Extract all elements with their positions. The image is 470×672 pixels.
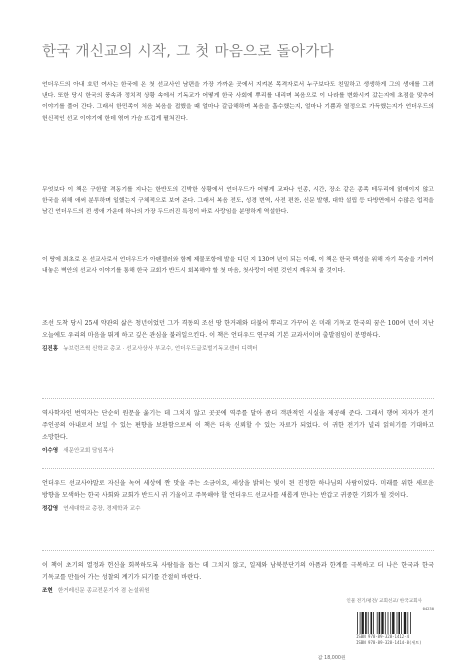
recommendation	[42, 478, 434, 512]
intro-paragraph: 무엇보다 이 책은 구한말 격동기를 지나는 한반도의 긴박한 상황에서 언더우드가 어떻게 교파나 인종, 시간, 장소 같은 종족 테두리에 얽매이지 않고 한국을 위해 애써 분투하며 일했는지 구체적으로 보여 준다. 그래서 복음 전도, 성경 번역, 사전 편찬, 신문 발행, 대학 설립 등 다방면에서 수많은 업적을 남긴 언더우드의 전 생애 가운데 하나의 가장 두드러진 특징이 바로 사랑임을 분명하게 역설한다.	[42, 187, 434, 216]
cover-headline: 한국 개신교의 시작, 그 첫 마음으로 돌아가다	[42, 44, 334, 60]
barcode-icon	[356, 612, 434, 634]
category-label: 인물 전기/평전/ 교회선교/ 한국교회사	[346, 599, 422, 604]
dotted-divider	[42, 398, 434, 399]
recommender	[42, 446, 434, 454]
recommendation	[42, 318, 434, 352]
recommendation	[42, 408, 434, 454]
recommendation	[42, 560, 434, 594]
isbn-set-number: ISBN 978-89-328-1414-8(세트)	[356, 639, 422, 645]
recommender-name: 김진홍	[42, 346, 59, 352]
intro-paragraph: 언더우드의 아내 호턴 여사는 한국에 온 첫 선교사인 남편을 가장 가까운 곳에서 지켜본 목격자로서 누구보다도 친밀하고 생생하게 그의 생애를 그려 낸다. 또한 당시 한국의 풍속과 정치적 상황 속에서 기독교가 어떻게 한국 사회에 뿌리를 내리며 복음으로 이 나라를 변화시켜 갔는지에 초점을 맞추어 이야기를 풀어 간다. 그래서 한민족이 처음 복음을 접했을 때 얼마나 갈급해하며 복음을 흡수했는지, 얼마나 기쁨과 열정으로 가득했는지가 언더우드의 헌신적인 선교 이야기에 한데 엮여 가슴 뜨겁게 펼쳐진다.	[42, 82, 434, 122]
recommender-name: 조현	[42, 588, 53, 594]
recommender	[42, 586, 434, 594]
recommendation-text: 이 책이 초기의 열정과 헌신을 회복하도록 사람들을 돕는 데 그치지 않고, 일제와 남북분단기의 아픔과 한계를 극복하고 더 나은 한국과 한국 기독교를 만들어 가는 성찰의 계기가 되기를 간절히 바란다.	[42, 562, 434, 581]
recommender-name: 이수영	[42, 448, 59, 454]
recommender-role: 연세대학교 총장, 경제학과 교수	[63, 506, 141, 512]
price-label: 값 18,000원	[318, 656, 346, 661]
recommender	[42, 504, 434, 512]
recommender-role: 뉴브런즈윅 신학교 총교 · 선교사상사 부교수, 언더우드글로벌기독교센터 디렉터	[63, 346, 258, 352]
dotted-divider	[42, 468, 434, 469]
recommendation-text: 언더우드 선교사야말로 자신을 녹여 세상에 짠 맛을 주는 소금이요, 세상을 밝히는 빛이 된 진정한 하나님의 사람이었다. 미래를 위한 새로운 방향을 모색하는 한국 사회와 교회가 반드시 귀 기울이고 주목해야 할 언더우드 선교사를 새롭게 만나는 반갑고 귀중한 기회가 될 것이다.	[42, 480, 434, 499]
isbn-number: ISBN 978-89-328-1412-4	[356, 634, 409, 639]
dotted-divider	[42, 550, 434, 551]
recommendation-text: 역사학자인 번역자는 단순히 원문을 옮기는 데 그치지 않고 곳곳에 역주를 달아 좀더 객관적인 시실을 제공해 준다. 그래서 행여 저자가 전기 주인공의 아내로서 보일 수 있는 편향을 보완함으로써 이 책은 더욱 신뢰할 수 있는 자료가 되었다. 이 귀한 전기가 널리 읽히기를 기대하고 소망한다.	[42, 410, 434, 441]
barcode-addon-number: 04230	[422, 606, 434, 611]
recommendation-text: 조선 도착 당시 25세 약관의 삶은 청년이었던 그가 격동의 조선 땅 한거레와 더불어 뿌리고 가꾸어 온 미래 기독교 한국의 꿈은 100여 년이 지난 오늘에도 우리의 마음을 뛰게 하고 깊은 관심을 불러일으킨다. 이 책은 언더우드 연구의 기본 교과서이며 출발점임이 분명하다.	[42, 320, 434, 339]
recommender-role: 한거레신문 종교전문기자 겸 논설위원	[57, 588, 150, 594]
recommender-role: 새문안교회 담임목사	[63, 448, 114, 454]
recommender	[42, 344, 434, 352]
recommender-name: 정갑영	[42, 506, 59, 512]
intro-paragraph: 이 땅에 최초로 온 선교사로서 언더우드가 아펜젤러와 함께 제물포항에 발을 디딘 지 130여 년이 되는 이때, 이 책은 한국 백성을 위해 자기 목숨을 기꺼이 내놓은 벽안의 선교사 이야기를 통해 한국 교회가 반드시 회복해야 할 첫 마음, 첫사랑이 어떤 것인지 깨우쳐 줄 것이다.	[42, 257, 434, 275]
isbn-barcode-block	[356, 606, 434, 645]
